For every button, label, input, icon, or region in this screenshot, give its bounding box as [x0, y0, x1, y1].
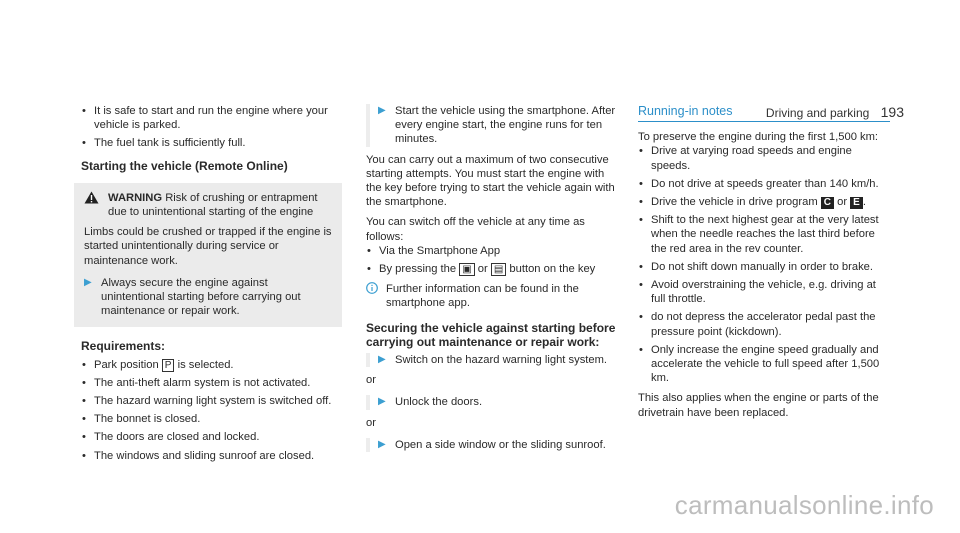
step-hazard-text: Switch on the hazard warning light system.: [395, 354, 608, 367]
park-key-icon: P: [162, 359, 175, 372]
action-step: [366, 104, 618, 147]
list-item: [638, 195, 890, 209]
list-item: • It is safe to start and run the engine where your vehicle is parked.: [81, 104, 333, 132]
action-bar: [366, 438, 370, 452]
requirements-heading: Requirements:: [81, 339, 166, 354]
info-note: [366, 282, 618, 310]
warning-body: Limbs could be crushed or trapped if the engine is started unintentionally during service or maintenance work.: [84, 226, 332, 267]
list-item: • Drive at varying road speeds and engine speeds.: [638, 144, 890, 172]
header-section-title: Driving and parking: [765, 106, 870, 120]
action-bar: [366, 353, 370, 367]
list-item: [366, 262, 618, 276]
list-item: • The windows and sliding sunroof are closed.: [81, 449, 333, 463]
lock-key-icon: ▣: [459, 263, 474, 276]
action-arrow-icon: ▶: [378, 396, 386, 408]
running-in-intro: To preserve the engine during the first 1,500 km:: [638, 131, 879, 144]
warning-title-text: Risk of crushing or entrapment due to unintentional starting of the engine: [108, 191, 318, 219]
list-item: • Do not drive at speeds greater than 140 km/h.: [638, 177, 890, 191]
park-text-after: is selected.: [177, 358, 234, 371]
action-step: [366, 438, 618, 452]
section-heading-maintenance: Securing the vehicle against starting before carrying out maintenance or repair work:: [366, 320, 616, 349]
action-bar: [366, 395, 370, 409]
conditions-list: [81, 104, 333, 151]
column-2: [366, 104, 618, 452]
warning-header: [84, 191, 332, 219]
list-item: • The anti-theft alarm system is not activated.: [81, 376, 333, 390]
list-item: • Do not shift down manually in order to brake.: [638, 260, 890, 274]
running-in-outro: This also applies when the engine or parts of the drivetrain have been replaced.: [638, 392, 879, 419]
column-3: [638, 104, 890, 420]
list-item: • The fuel tank is sufficiently full.: [81, 136, 333, 150]
switch-off-list: [366, 244, 618, 276]
or-word: or: [477, 263, 488, 276]
press-text-before: By pressing the: [379, 263, 457, 276]
list-item: • The bonnet is closed.: [81, 412, 333, 426]
unlock-key-icon: ▤: [491, 263, 506, 276]
list-item: • do not depress the accelerator pedal past the pressure point (kickdown).: [638, 310, 890, 338]
drive-program-e-icon: E: [850, 197, 863, 209]
running-in-list: [638, 144, 890, 385]
action-step: [366, 395, 618, 409]
requirements-list: [81, 358, 333, 463]
warning-box: [74, 183, 342, 328]
warning-action: [84, 276, 332, 319]
info-icon: [366, 282, 378, 310]
warning-triangle-icon: [84, 191, 100, 208]
page-number: 193: [880, 104, 904, 120]
list-item: • Via the Smartphone App: [366, 244, 618, 258]
list-item: • Shift to the next highest gear at the very latest when the needle reaches the last third before the red area in the rev counter.: [638, 213, 890, 256]
action-arrow-icon: ▶: [378, 105, 386, 116]
or-label: or: [366, 374, 376, 387]
press-text-after: button on the key: [509, 263, 596, 276]
list-item: • Only increase the engine speed gradually and accelerate the vehicle to full speed after 1,500 km.: [638, 343, 890, 386]
program-or: or: [837, 196, 848, 209]
or-label: or: [366, 416, 376, 429]
warning-action-text: Always secure the engine against unintentional starting before carrying out maintenance or repair work.: [101, 276, 301, 318]
column-1: [81, 104, 333, 467]
program-text-before: Drive the vehicle in drive program: [651, 196, 818, 209]
section-heading-remote-start: Starting the vehicle (Remote Online): [81, 158, 288, 173]
section-title-running-in: Running-in notes: [638, 104, 890, 122]
action-bar: [366, 104, 370, 147]
park-text-before: Park position: [94, 358, 159, 371]
action-arrow-icon: ▶: [378, 354, 386, 366]
watermark: carmanualsonline.info: [674, 490, 934, 520]
step-window-text: Open a side window or the sliding sunroof.: [395, 438, 606, 451]
list-item: [81, 358, 333, 372]
list-item: • The doors are closed and locked.: [81, 430, 333, 444]
step-unlock-text: Unlock the doors.: [395, 396, 483, 409]
program-text-after: .: [862, 196, 866, 209]
action-step: [366, 353, 618, 367]
warning-label: WARNING: [108, 191, 163, 204]
action-start-text: Start the vehicle using the smartphone. After every engine start, the engine runs for ten minutes.: [395, 105, 616, 146]
action-arrow-icon: ▶: [378, 438, 386, 450]
paragraph-attempts: You can carry out a maximum of two consecutive starting attempts. You must start the engine with the key before trying to start the vehicle again with the smartphone.: [366, 153, 615, 209]
list-item: • The hazard warning light system is switched off.: [81, 394, 333, 408]
paragraph-switch-off: You can switch off the vehicle at any time as follows:: [366, 216, 585, 243]
info-note-text: Further information can be found in the smartphone app.: [386, 283, 579, 310]
drive-program-c-icon: C: [821, 197, 834, 209]
action-arrow-icon: ▶: [84, 276, 92, 288]
warning-heading: [108, 191, 332, 219]
list-item: • Avoid overstraining the vehicle, e.g. driving at full throttle.: [638, 278, 890, 306]
